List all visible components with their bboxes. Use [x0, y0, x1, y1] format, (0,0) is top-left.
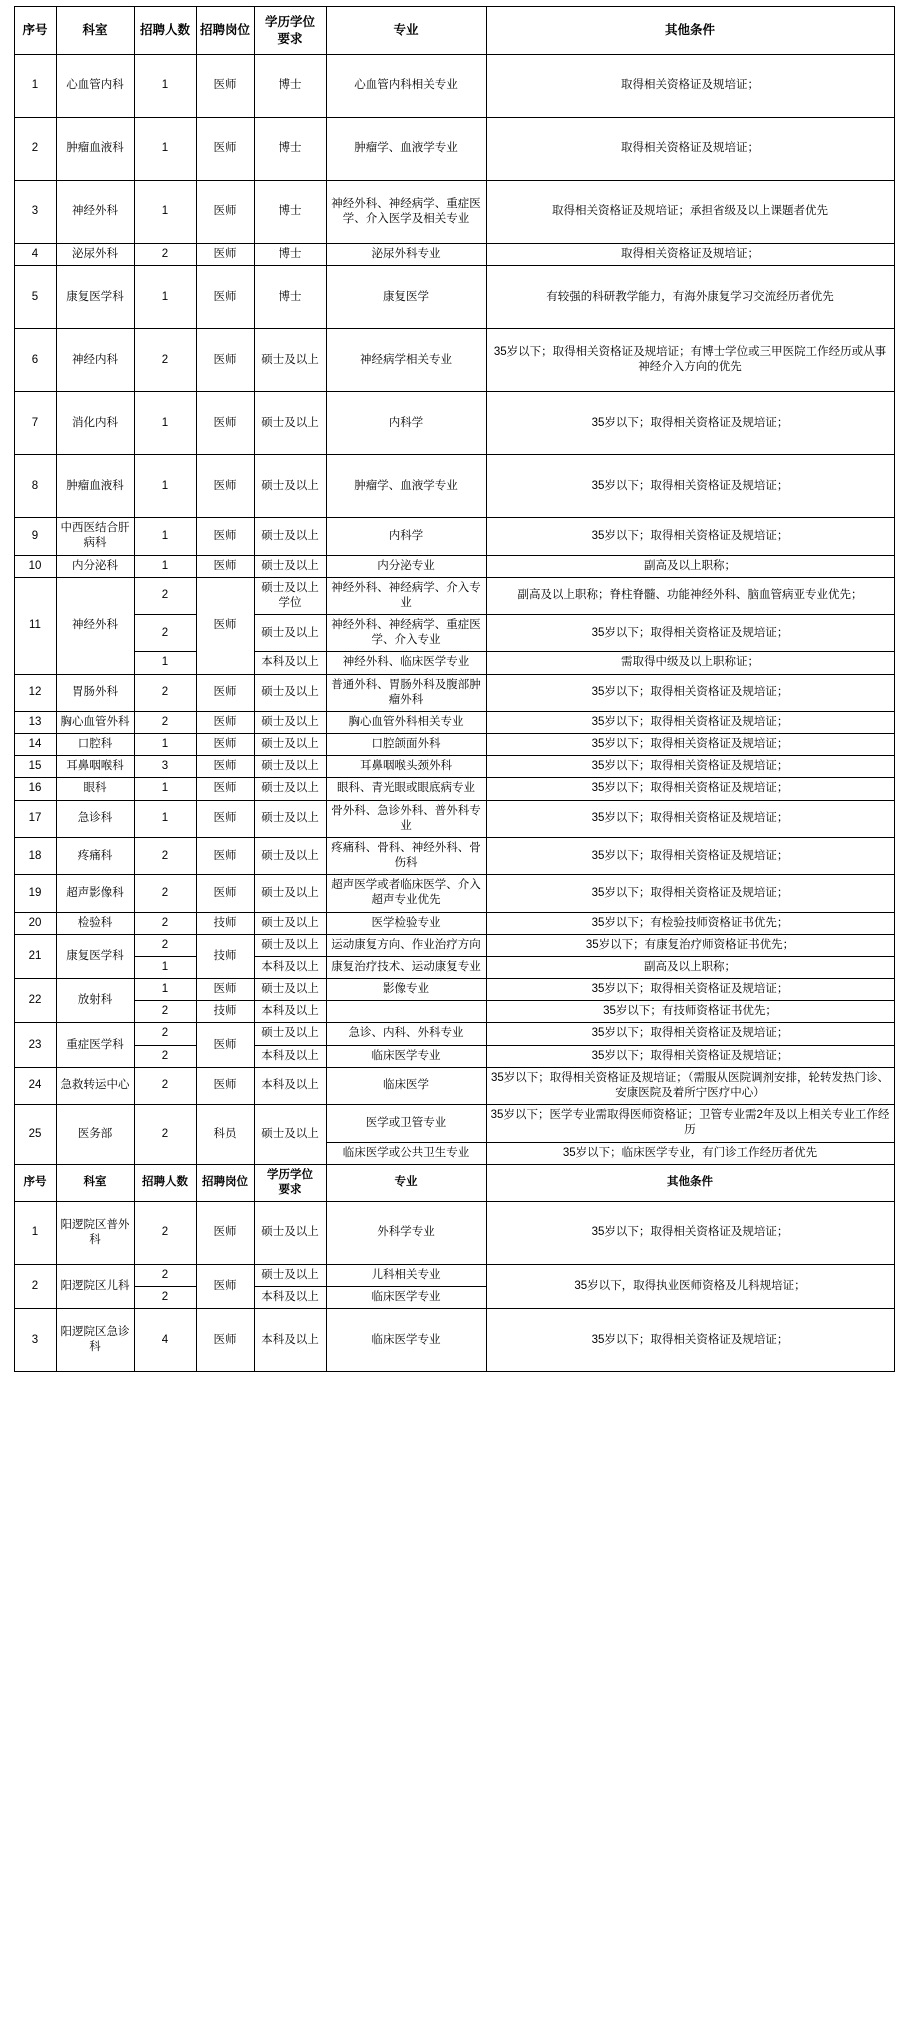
col-header-edu	[254, 1164, 326, 1201]
cell-num: 2	[134, 934, 196, 956]
cell-dept: 医务部	[56, 1105, 134, 1165]
cell-post: 医师	[196, 1309, 254, 1372]
cell-edu: 硕士及以上	[254, 1105, 326, 1165]
cell-edu: 硕士及以上	[254, 1023, 326, 1045]
cell-edu: 本科及以上	[254, 1309, 326, 1372]
table-row	[14, 674, 894, 711]
cell-dept: 阳逻院区儿科	[56, 1265, 134, 1309]
cell-num: 1	[134, 979, 196, 1001]
cell-other: 35岁以下；有技师资格证书优先；	[486, 1001, 894, 1023]
cell-num: 2	[134, 329, 196, 392]
cell-edu: 硕士及以上	[254, 912, 326, 934]
cell-other: 35岁以下，取得执业医师资格及儿科规培证；	[486, 1265, 894, 1309]
cell-dept: 放射科	[56, 979, 134, 1023]
cell-no: 16	[14, 778, 56, 800]
col-header-post: 招聘岗位	[196, 1164, 254, 1201]
cell-edu: 硕士及以上学位	[254, 577, 326, 614]
cell-other: 35岁以下；取得相关资格证及规培证；	[486, 1309, 894, 1372]
col-header-edu-line2: 要求	[277, 31, 303, 46]
recruitment-table	[14, 6, 895, 1372]
cell-no: 15	[14, 756, 56, 778]
cell-post: 医师	[196, 392, 254, 455]
table-row	[14, 778, 894, 800]
table-row	[14, 244, 894, 266]
cell-major: 耳鼻咽喉头颈外科	[326, 756, 486, 778]
cell-major: 内科学	[326, 518, 486, 555]
cell-no: 4	[14, 244, 56, 266]
cell-num: 1	[134, 734, 196, 756]
cell-major: 神经病学相关专业	[326, 329, 486, 392]
cell-no: 21	[14, 934, 56, 978]
cell-dept: 神经内科	[56, 329, 134, 392]
cell-edu: 硕士及以上	[254, 756, 326, 778]
col-header-edu-line2: 要求	[278, 1183, 302, 1196]
cell-post: 医师	[196, 1067, 254, 1104]
cell-dept: 耳鼻咽喉科	[56, 756, 134, 778]
cell-num: 1	[134, 652, 196, 674]
cell-post: 医师	[196, 181, 254, 244]
cell-num: 1	[134, 55, 196, 118]
cell-num: 2	[134, 837, 196, 874]
cell-no: 6	[14, 329, 56, 392]
cell-dept: 检验科	[56, 912, 134, 934]
cell-post: 医师	[196, 734, 254, 756]
cell-post: 技师	[196, 912, 254, 934]
cell-major: 泌尿外科专业	[326, 244, 486, 266]
table-row	[14, 934, 894, 956]
cell-num: 1	[134, 455, 196, 518]
cell-major: 内科学	[326, 392, 486, 455]
cell-num: 2	[134, 674, 196, 711]
cell-num: 1	[134, 118, 196, 181]
cell-major: 神经外科、神经病学、重症医学、介入专业	[326, 615, 486, 652]
cell-edu: 博士	[254, 181, 326, 244]
table-header-row	[14, 7, 894, 55]
cell-other: 35岁以下；取得相关资格证及规培证；	[486, 756, 894, 778]
table-row	[14, 392, 894, 455]
cell-no: 10	[14, 555, 56, 577]
cell-num: 1	[134, 956, 196, 978]
cell-no: 20	[14, 912, 56, 934]
cell-edu: 硕士及以上	[254, 734, 326, 756]
cell-major: 心血管内科相关专业	[326, 55, 486, 118]
cell-dept: 急诊科	[56, 800, 134, 837]
cell-major: 肿瘤学、血液学专业	[326, 118, 486, 181]
cell-other: 35岁以下；有康复治疗师资格证书优先；	[486, 934, 894, 956]
table-row	[14, 1202, 894, 1265]
cell-dept: 阳逻院区急诊科	[56, 1309, 134, 1372]
cell-num: 2	[134, 615, 196, 652]
cell-major: 口腔颌面外科	[326, 734, 486, 756]
table-row	[14, 1309, 894, 1372]
col-header-num: 招聘人数	[134, 1164, 196, 1201]
cell-num: 1	[134, 266, 196, 329]
cell-post: 医师	[196, 1202, 254, 1265]
cell-no: 25	[14, 1105, 56, 1165]
cell-dept: 胸心血管外科	[56, 711, 134, 733]
cell-major: 普通外科、胃肠外科及腹部肿瘤外科	[326, 674, 486, 711]
cell-post: 技师	[196, 934, 254, 978]
cell-no: 2	[14, 118, 56, 181]
table-row	[14, 55, 894, 118]
cell-post: 医师	[196, 756, 254, 778]
cell-no: 8	[14, 455, 56, 518]
cell-edu: 硕士及以上	[254, 1265, 326, 1287]
cell-edu: 本科及以上	[254, 1067, 326, 1104]
col-header-edu-line1: 学历学位	[264, 15, 315, 29]
cell-edu: 本科及以上	[254, 1001, 326, 1023]
cell-other: 副高及以上职称；	[486, 555, 894, 577]
cell-major: 内分泌专业	[326, 555, 486, 577]
cell-dept: 康复医学科	[56, 934, 134, 978]
cell-no: 9	[14, 518, 56, 555]
cell-num: 2	[134, 1001, 196, 1023]
table-row	[14, 181, 894, 244]
cell-major: 骨外科、急诊外科、普外科专业	[326, 800, 486, 837]
table-row	[14, 956, 894, 978]
col-header-edu-line1: 学历学位	[267, 1168, 313, 1181]
cell-edu: 硕士及以上	[254, 615, 326, 652]
cell-post: 医师	[196, 118, 254, 181]
cell-num: 1	[134, 518, 196, 555]
cell-dept: 急救转运中心	[56, 1067, 134, 1104]
cell-no: 14	[14, 734, 56, 756]
cell-other: 35岁以下；取得相关资格证及规培证；	[486, 778, 894, 800]
cell-other: 取得相关资格证及规培证；	[486, 244, 894, 266]
cell-dept: 心血管内科	[56, 55, 134, 118]
cell-major: 康复治疗技术、运动康复专业	[326, 956, 486, 978]
table-row	[14, 1067, 894, 1104]
cell-num: 2	[134, 244, 196, 266]
cell-edu: 博士	[254, 118, 326, 181]
table-row	[14, 979, 894, 1001]
cell-post: 医师	[196, 875, 254, 912]
cell-major: 运动康复方向、作业治疗方向	[326, 934, 486, 956]
cell-dept: 疼痛科	[56, 837, 134, 874]
cell-major: 康复医学	[326, 266, 486, 329]
table-row	[14, 652, 894, 674]
cell-edu: 硕士及以上	[254, 934, 326, 956]
cell-edu: 硕士及以上	[254, 1202, 326, 1265]
cell-edu: 硕士及以上	[254, 979, 326, 1001]
cell-edu: 硕士及以上	[254, 455, 326, 518]
cell-major: 儿科相关专业	[326, 1265, 486, 1287]
table-header-row-secondary	[14, 1164, 894, 1201]
cell-major: 神经外科、临床医学专业	[326, 652, 486, 674]
cell-post: 医师	[196, 711, 254, 733]
cell-num: 2	[134, 577, 196, 614]
cell-dept: 中西医结合肝病科	[56, 518, 134, 555]
cell-no: 13	[14, 711, 56, 733]
cell-edu: 硕士及以上	[254, 329, 326, 392]
table-row	[14, 118, 894, 181]
cell-major: 医学或卫管专业	[326, 1105, 486, 1142]
cell-other: 35岁以下；取得相关资格证及规培证；	[486, 392, 894, 455]
cell-dept: 眼科	[56, 778, 134, 800]
table-row	[14, 555, 894, 577]
table-row	[14, 912, 894, 934]
cell-num: 2	[134, 1023, 196, 1045]
col-header-other: 其他条件	[486, 7, 894, 55]
cell-other: 35岁以下；取得相关资格证及规培证；	[486, 1045, 894, 1067]
cell-major: 神经外科、神经病学、重症医学、介入医学及相关专业	[326, 181, 486, 244]
cell-other: 副高及以上职称；脊柱脊髓、功能神经外科、脑血管病亚专业优先；	[486, 577, 894, 614]
cell-num: 1	[134, 778, 196, 800]
table-row	[14, 734, 894, 756]
cell-dept: 肿瘤血液科	[56, 455, 134, 518]
cell-dept: 肿瘤血液科	[56, 118, 134, 181]
cell-other: 35岁以下；取得相关资格证及规培证；	[486, 1202, 894, 1265]
cell-edu: 硕士及以上	[254, 392, 326, 455]
col-header-post: 招聘岗位	[196, 7, 254, 55]
cell-other: 35岁以下；取得相关资格证及规培证；	[486, 615, 894, 652]
cell-dept: 神经外科	[56, 181, 134, 244]
cell-no: 23	[14, 1023, 56, 1067]
table-row	[14, 329, 894, 392]
col-header-dept: 科室	[56, 1164, 134, 1201]
table-row	[14, 1045, 894, 1067]
cell-major: 临床医学	[326, 1067, 486, 1104]
cell-post: 医师	[196, 778, 254, 800]
cell-edu: 博士	[254, 266, 326, 329]
cell-dept: 胃肠外科	[56, 674, 134, 711]
cell-other: 35岁以下；取得相关资格证及规培证；	[486, 674, 894, 711]
cell-major: 临床医学专业	[326, 1309, 486, 1372]
cell-other: 35岁以下；取得相关资格证及规培证；	[486, 837, 894, 874]
cell-edu: 硕士及以上	[254, 555, 326, 577]
cell-post: 医师	[196, 674, 254, 711]
table-row	[14, 756, 894, 778]
cell-post: 医师	[196, 979, 254, 1001]
cell-major: 神经外科、神经病学、介入专业	[326, 577, 486, 614]
cell-dept: 超声影像科	[56, 875, 134, 912]
table-row	[14, 1023, 894, 1045]
table-row	[14, 711, 894, 733]
cell-post: 医师	[196, 518, 254, 555]
cell-edu: 硕士及以上	[254, 674, 326, 711]
cell-no: 2	[14, 1265, 56, 1309]
cell-post: 医师	[196, 577, 254, 674]
cell-dept: 阳逻院区普外科	[56, 1202, 134, 1265]
cell-other: 需取得中级及以上职称证；	[486, 652, 894, 674]
cell-other: 35岁以下；取得相关资格证及规培证；	[486, 518, 894, 555]
cell-num: 2	[134, 1202, 196, 1265]
cell-post: 医师	[196, 244, 254, 266]
cell-post: 医师	[196, 266, 254, 329]
table-row	[14, 1105, 894, 1142]
cell-post: 医师	[196, 837, 254, 874]
table-row	[14, 1265, 894, 1287]
cell-edu: 硕士及以上	[254, 800, 326, 837]
cell-other: 35岁以下；取得相关资格证及规培证；	[486, 711, 894, 733]
table-row	[14, 266, 894, 329]
cell-other: 35岁以下；医学专业需取得医师资格证；卫管专业需2年及以上相关专业工作经历	[486, 1105, 894, 1142]
cell-edu: 硕士及以上	[254, 711, 326, 733]
cell-no: 24	[14, 1067, 56, 1104]
cell-post: 医师	[196, 455, 254, 518]
cell-dept: 口腔科	[56, 734, 134, 756]
cell-major: 急诊、内科、外科专业	[326, 1023, 486, 1045]
cell-other: 35岁以下；临床医学专业，有门诊工作经历者优先	[486, 1142, 894, 1164]
cell-no: 11	[14, 577, 56, 674]
cell-post: 医师	[196, 1265, 254, 1309]
cell-num: 2	[134, 1287, 196, 1309]
cell-major: 临床医学或公共卫生专业	[326, 1142, 486, 1164]
cell-edu: 本科及以上	[254, 1287, 326, 1309]
cell-major: 临床医学专业	[326, 1045, 486, 1067]
table-row	[14, 455, 894, 518]
cell-edu: 本科及以上	[254, 1045, 326, 1067]
cell-post: 科员	[196, 1105, 254, 1165]
cell-edu: 博士	[254, 244, 326, 266]
cell-num: 1	[134, 555, 196, 577]
cell-no: 12	[14, 674, 56, 711]
col-header-edu	[254, 7, 326, 55]
col-header-dept: 科室	[56, 7, 134, 55]
cell-other: 35岁以下；有检验技师资格证书优先；	[486, 912, 894, 934]
cell-no: 5	[14, 266, 56, 329]
table-row	[14, 837, 894, 874]
cell-num: 2	[134, 711, 196, 733]
col-header-no: 序号	[14, 1164, 56, 1201]
cell-num: 2	[134, 875, 196, 912]
cell-no: 22	[14, 979, 56, 1023]
table-row	[14, 1001, 894, 1023]
cell-edu: 博士	[254, 55, 326, 118]
cell-major: 疼痛科、骨科、神经外科、骨伤科	[326, 837, 486, 874]
col-header-major: 专业	[326, 1164, 486, 1201]
cell-no: 1	[14, 55, 56, 118]
cell-edu: 硕士及以上	[254, 837, 326, 874]
col-header-other: 其他条件	[486, 1164, 894, 1201]
cell-major: 临床医学专业	[326, 1287, 486, 1309]
cell-post: 技师	[196, 1001, 254, 1023]
cell-num: 2	[134, 1265, 196, 1287]
cell-major: 眼科、青光眼或眼底病专业	[326, 778, 486, 800]
cell-other: 35岁以下；取得相关资格证及规培证；	[486, 875, 894, 912]
cell-major: 肿瘤学、血液学专业	[326, 455, 486, 518]
cell-post: 医师	[196, 800, 254, 837]
cell-edu: 硕士及以上	[254, 875, 326, 912]
cell-post: 医师	[196, 329, 254, 392]
cell-other: 取得相关资格证及规培证；承担省级及以上课题者优先	[486, 181, 894, 244]
cell-other: 有较强的科研教学能力，有海外康复学习交流经历者优先	[486, 266, 894, 329]
cell-num: 3	[134, 756, 196, 778]
cell-other: 35岁以下；取得相关资格证及规培证；有博士学位或三甲医院工作经历或从事神经介入方向的优先	[486, 329, 894, 392]
cell-num: 2	[134, 1045, 196, 1067]
cell-other: 取得相关资格证及规培证；	[486, 118, 894, 181]
cell-dept: 内分泌科	[56, 555, 134, 577]
cell-other: 取得相关资格证及规培证；	[486, 55, 894, 118]
cell-dept: 重症医学科	[56, 1023, 134, 1067]
cell-other: 35岁以下；取得相关资格证及规培证；	[486, 455, 894, 518]
cell-major: 影像专业	[326, 979, 486, 1001]
cell-no: 7	[14, 392, 56, 455]
cell-edu: 本科及以上	[254, 652, 326, 674]
cell-num: 1	[134, 181, 196, 244]
col-header-num: 招聘人数	[134, 7, 196, 55]
col-header-major: 专业	[326, 7, 486, 55]
cell-num: 1	[134, 392, 196, 455]
cell-num: 2	[134, 1105, 196, 1165]
cell-post: 医师	[196, 55, 254, 118]
cell-other: 35岁以下；取得相关资格证及规培证；	[486, 979, 894, 1001]
table-row	[14, 875, 894, 912]
cell-dept: 消化内科	[56, 392, 134, 455]
table-row	[14, 615, 894, 652]
table-row	[14, 800, 894, 837]
cell-num: 2	[134, 1067, 196, 1104]
cell-dept: 康复医学科	[56, 266, 134, 329]
cell-no: 17	[14, 800, 56, 837]
cell-other: 35岁以下；取得相关资格证及规培证；	[486, 734, 894, 756]
cell-no: 3	[14, 181, 56, 244]
cell-no: 19	[14, 875, 56, 912]
cell-dept: 泌尿外科	[56, 244, 134, 266]
cell-other: 副高及以上职称；	[486, 956, 894, 978]
cell-post: 医师	[196, 1023, 254, 1067]
cell-major: 胸心血管外科相关专业	[326, 711, 486, 733]
cell-other: 35岁以下；取得相关资格证及规培证；（需服从医院调剂安排，轮转发热门诊、安康医院及着所宁医疗中心）	[486, 1067, 894, 1104]
cell-other: 35岁以下；取得相关资格证及规培证；	[486, 1023, 894, 1045]
cell-major: 外科学专业	[326, 1202, 486, 1265]
table-row	[14, 518, 894, 555]
cell-no: 3	[14, 1309, 56, 1372]
cell-dept: 神经外科	[56, 577, 134, 674]
cell-major: 医学检验专业	[326, 912, 486, 934]
cell-no: 18	[14, 837, 56, 874]
cell-other: 35岁以下；取得相关资格证及规培证；	[486, 800, 894, 837]
cell-num: 4	[134, 1309, 196, 1372]
cell-edu: 本科及以上	[254, 956, 326, 978]
cell-edu: 硕士及以上	[254, 518, 326, 555]
col-header-no: 序号	[14, 7, 56, 55]
cell-no: 1	[14, 1202, 56, 1265]
cell-major: 超声医学或者临床医学、介入超声专业优先	[326, 875, 486, 912]
cell-edu: 硕士及以上	[254, 778, 326, 800]
cell-post: 医师	[196, 555, 254, 577]
table-row	[14, 577, 894, 614]
cell-num: 1	[134, 800, 196, 837]
cell-major	[326, 1001, 486, 1023]
cell-num: 2	[134, 912, 196, 934]
